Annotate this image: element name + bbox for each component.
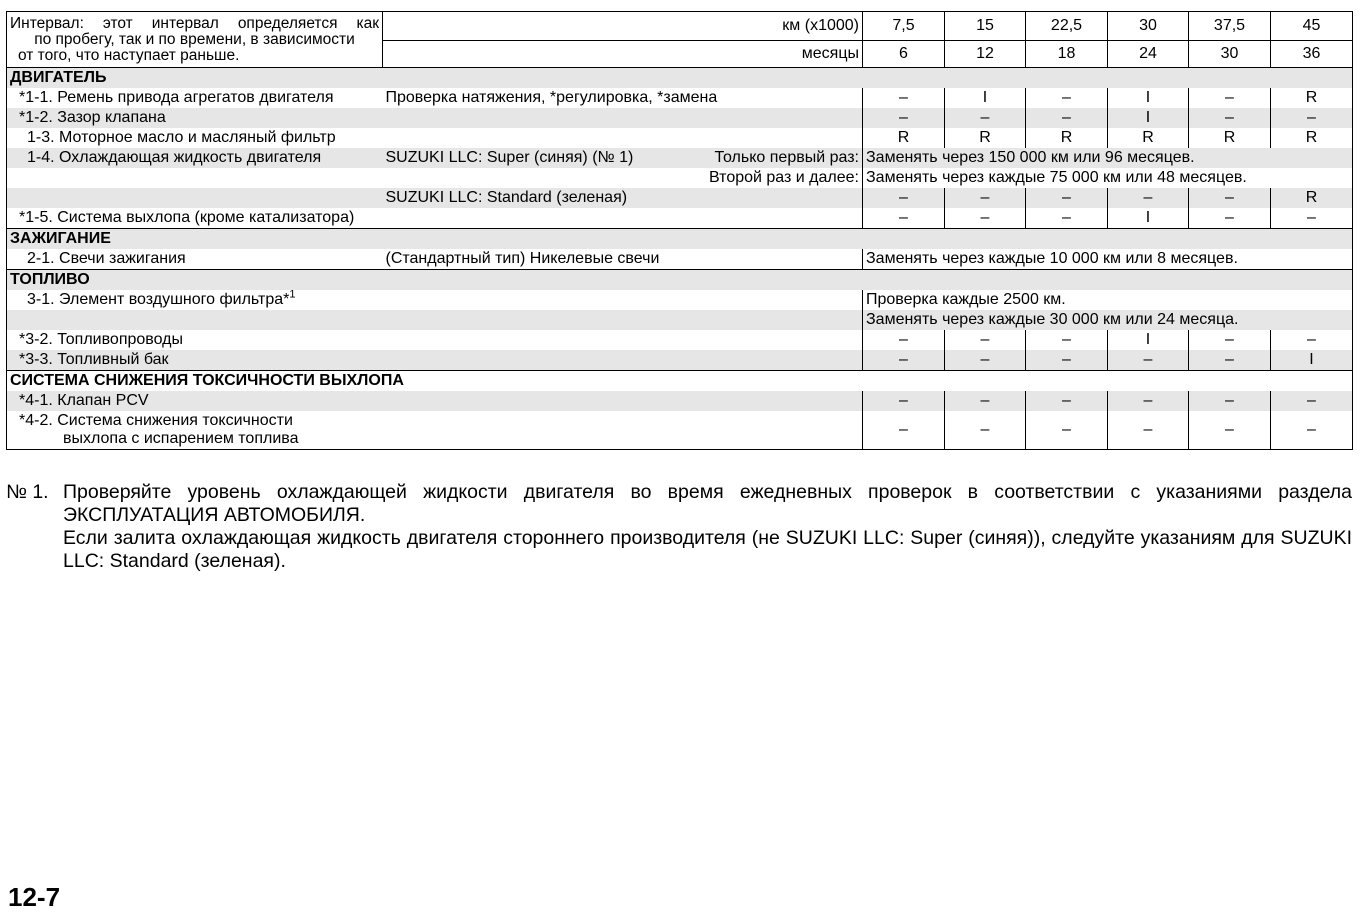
cell: –	[1189, 108, 1271, 128]
cell: –	[1189, 88, 1271, 108]
section-title: СИСТЕМА СНИЖЕНИЯ ТОКСИЧНОСТИ ВЫХЛОПА	[7, 371, 1353, 392]
cell: –	[863, 411, 945, 450]
cell: I	[945, 88, 1026, 108]
item-name: *1-1. Ремень привода агрегатов двигателя	[7, 88, 383, 108]
section-ignition	[7, 229, 1353, 250]
cell: –	[1271, 330, 1353, 350]
cell: –	[1271, 391, 1353, 411]
section-fuel	[7, 270, 1353, 291]
interval-note-cell: Проверка каждые 2500 км.	[863, 290, 1353, 310]
item-detail: SUZUKI LLC: Standard (зеленая)	[383, 188, 863, 208]
cell: –	[1026, 350, 1108, 371]
cell: –	[945, 188, 1026, 208]
next-time-label: Второй раз и далее:	[709, 169, 859, 186]
cell: –	[863, 330, 945, 350]
cell: –	[1189, 350, 1271, 371]
interval-note-cell: Заменять через 150 000 км или 96 месяцев.	[863, 148, 1353, 168]
cell: –	[863, 88, 945, 108]
cell: –	[1108, 188, 1189, 208]
cell: R	[1108, 128, 1189, 148]
section-title: ДВИГАТЕЛЬ	[7, 68, 1353, 89]
km-value: 15	[945, 12, 1026, 41]
item-detail: (Стандартный тип) Никелевые свечи	[385, 250, 660, 267]
item-name: *3-3. Топливный бак	[7, 350, 863, 371]
cell: I	[1108, 330, 1189, 350]
item-detail: SUZUKI LLC: Super (синяя) (№ 1) Только первый раз:	[383, 148, 863, 168]
cell: I	[1271, 350, 1353, 371]
km-value: 30	[1108, 12, 1189, 41]
page-number: 12-7	[8, 882, 61, 912]
table-row	[7, 168, 1353, 188]
table-row	[7, 108, 1353, 128]
cell: –	[945, 391, 1026, 411]
cell: –	[863, 391, 945, 411]
cell: –	[1271, 208, 1353, 229]
km-label: км (x1000)	[383, 12, 863, 41]
cell: –	[1189, 208, 1271, 229]
months-label: месяцы	[383, 41, 863, 68]
footnote-paragraph: Если залита охлаждающая жидкость двигателя стороннего производителя (не SUZUKI LLC: Super (синяя)), следуйте указаниям для SUZUKI LLC: Standard (зеленая).	[63, 527, 1352, 572]
months-value: 18	[1026, 41, 1108, 68]
table-row	[7, 208, 1353, 229]
cell: –	[1189, 391, 1271, 411]
cell: R	[863, 128, 945, 148]
table-row	[7, 188, 1353, 208]
footnote-number: № 1.	[6, 481, 49, 503]
cell: –	[945, 330, 1026, 350]
interval-note-cell: Заменять через каждые 75 000 км или 48 месяцев.	[863, 168, 1353, 188]
item-name: *1-5. Система выхлопа (кроме катализатора)	[7, 208, 863, 229]
item-name: 2-1. Свечи зажигания	[7, 249, 383, 270]
section-title: ТОПЛИВО	[7, 270, 1353, 291]
cell: –	[863, 208, 945, 229]
section-engine	[7, 68, 1353, 89]
table-row	[7, 411, 1353, 450]
cell: –	[1108, 411, 1189, 450]
months-value: 30	[1189, 41, 1271, 68]
cell: –	[863, 188, 945, 208]
table-row	[7, 391, 1353, 411]
item-name: 1-4. Охлаждающая жидкость двигателя	[7, 148, 383, 168]
interval-note-cell: Заменять через каждые 10 000 км или 8 месяцев.	[863, 249, 1353, 270]
cell: I	[1108, 208, 1189, 229]
cell: –	[1271, 108, 1353, 128]
cell: –	[863, 108, 945, 128]
item-name: *1-2. Зазор клапана	[7, 108, 383, 128]
cell: I	[1108, 108, 1189, 128]
cell: R	[1271, 128, 1353, 148]
item-name: *3-2. Топливопроводы	[7, 330, 863, 350]
cell: R	[1189, 128, 1271, 148]
cell: –	[945, 350, 1026, 371]
cell: –	[1026, 188, 1108, 208]
table-row	[7, 310, 1353, 330]
km-value: 22,5	[1026, 12, 1108, 41]
cell: –	[1189, 188, 1271, 208]
table-row	[7, 88, 1353, 108]
cell: –	[1108, 350, 1189, 371]
item-name: *4-2. Система снижения токсичности выхлопа с испарением топлива	[7, 411, 863, 450]
cell: –	[1189, 330, 1271, 350]
km-value: 7,5	[863, 12, 945, 41]
section-title: ЗАЖИГАНИЕ	[7, 229, 1353, 250]
cell: R	[1271, 188, 1353, 208]
table-row	[7, 290, 1353, 310]
table-row	[7, 148, 1353, 168]
cell: –	[1189, 411, 1271, 450]
cell: –	[863, 350, 945, 371]
cell: –	[1026, 330, 1108, 350]
item-name: *4-1. Клапан PCV	[7, 391, 863, 411]
item-name: 3-1. Элемент воздушного фильтра*$^1$	[7, 290, 863, 310]
cell: –	[1026, 391, 1108, 411]
table-row	[7, 128, 1353, 148]
months-value: 24	[1108, 41, 1189, 68]
months-value: 36	[1271, 41, 1353, 68]
interval-note: Интервал: этот интервал определяется как по пробегу, так и по времени, в зависимости от того, что наступает раньше.	[7, 12, 383, 68]
table-row	[7, 249, 1353, 270]
cell: R	[945, 128, 1026, 148]
cell: R	[1026, 128, 1108, 148]
footnote-paragraph: Проверяйте уровень охлаждающей жидкости двигателя во время ежедневных проверок в соответствии с указаниями раздела ЭКСПЛУАТАЦИЯ АВТОМОБИЛЯ.	[63, 481, 1352, 526]
cell: –	[1271, 411, 1353, 450]
km-value: 45	[1271, 12, 1353, 41]
item-name: 1-3. Моторное масло и масляный фильтр	[7, 128, 383, 148]
cell: –	[945, 108, 1026, 128]
cell: –	[1026, 411, 1108, 450]
footnote	[6, 481, 1352, 573]
cell: –	[945, 411, 1026, 450]
months-value: 12	[945, 41, 1026, 68]
cell: I	[1108, 88, 1189, 108]
cell: –	[1026, 88, 1108, 108]
header-km-row	[7, 12, 1353, 41]
cell: –	[945, 208, 1026, 229]
cell: –	[1108, 391, 1189, 411]
km-value: 37,5	[1189, 12, 1271, 41]
interval-note-cell: Заменять через каждые 30 000 км или 24 месяца.	[863, 310, 1353, 330]
maintenance-schedule-table	[6, 11, 1353, 450]
cell: R	[1271, 88, 1353, 108]
table-row	[7, 330, 1353, 350]
table-row	[7, 350, 1353, 371]
cell: –	[1026, 208, 1108, 229]
item-detail: Проверка натяжения, *регулировка, *замена	[385, 89, 718, 106]
first-time-label: Только первый раз:	[714, 149, 859, 166]
months-value: 6	[863, 41, 945, 68]
cell: –	[1026, 108, 1108, 128]
section-emission	[7, 371, 1353, 392]
